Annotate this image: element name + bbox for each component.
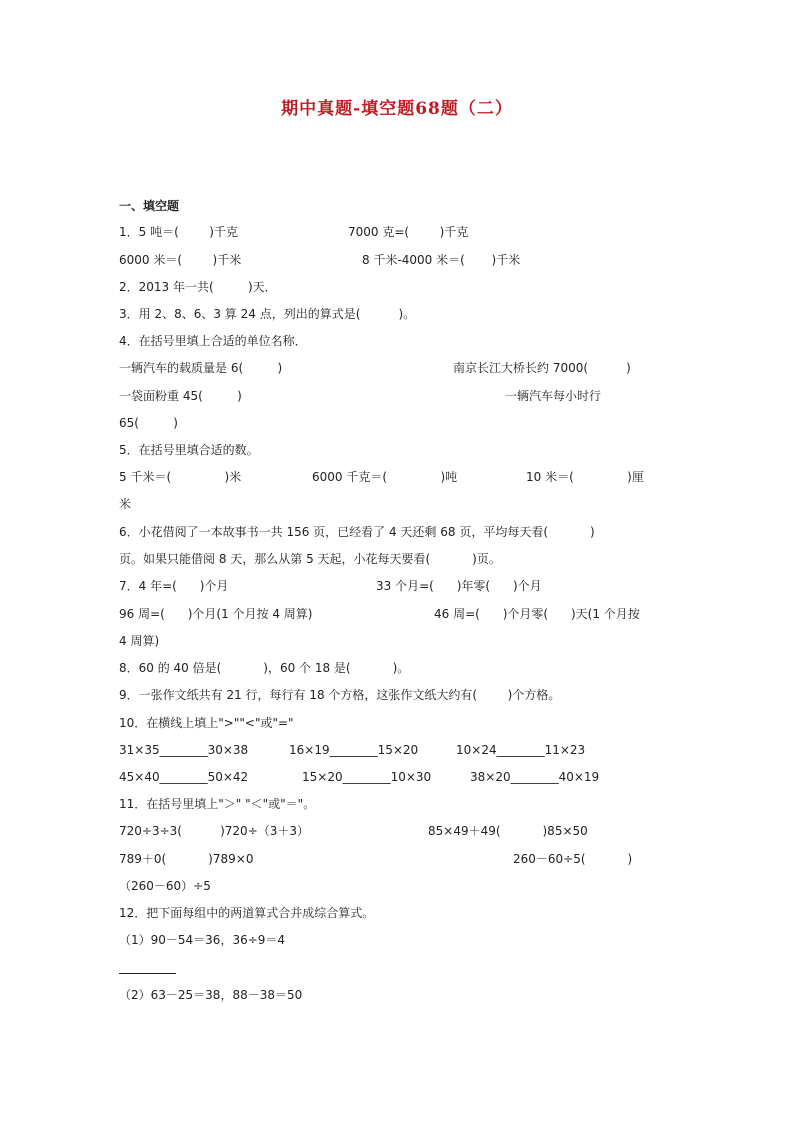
- question-line: 一辆汽车每小时行: [505, 389, 602, 403]
- question-line: 720÷3÷3( )720÷（3＋3）: [119, 824, 310, 838]
- question-line: （1）90－54＝36，36÷9＝4: [119, 933, 286, 947]
- question-line: 7000 克=( )千克: [348, 225, 469, 239]
- question-line: 10×24________11×23: [456, 743, 586, 757]
- question-line: 6000 千克＝( )吨: [312, 470, 458, 484]
- question-line: 12．把下面每组中的两道算式合并成综合算式。: [119, 906, 375, 920]
- question-line: 5 千米＝( )米: [119, 470, 242, 484]
- question-line: 46 周=( )个月零( )天(1 个月按: [434, 607, 640, 621]
- question-line: 260－60÷5( ): [513, 852, 633, 866]
- question-line: 一辆汽车的载质量是 6( ): [119, 361, 283, 375]
- question-line: 65( ): [119, 416, 178, 430]
- question-line: 96 周=( )个月(1 个月按 4 周算): [119, 607, 313, 621]
- question-line: 31×35________30×38: [119, 743, 249, 757]
- question-line: 10．在横线上填上">""<"或"=": [119, 716, 294, 730]
- question-line: 33 个月=( )年零( )个月: [376, 579, 542, 593]
- question-line: 6000 米＝( )千米: [119, 253, 242, 267]
- question-line: 789＋0( )789×0: [119, 852, 254, 866]
- question-line: 南京长江大桥长约 7000( ): [453, 361, 631, 375]
- question-line: 16×19________15×20: [289, 743, 419, 757]
- question-line: 1．5 吨＝( )千克: [119, 225, 238, 239]
- question-line: 2．2013 年一共( )天．: [119, 280, 277, 294]
- question-line: 3．用 2、8、6、3 算 24 点，列出的算式是( )。: [119, 307, 416, 321]
- question-line: 6．小花借阅了一本故事书一共 156 页，已经看了 4 天还剩 68 页，平均每天看( ): [119, 525, 595, 539]
- question-line: 85×49＋49( )85×50: [428, 824, 588, 838]
- question-line: 8 千米-4000 米＝( )千米: [362, 253, 521, 267]
- question-line: 15×20________10×30: [302, 770, 432, 784]
- question-line: 4．在括号里填上合适的单位名称．: [119, 334, 307, 348]
- question-line: 5．在括号里填合适的数。: [119, 443, 259, 457]
- question-line: 一袋面粉重 45( ): [119, 389, 242, 403]
- question-line: 9．一张作文纸共有 21 行，每行有 18 个方格，这张作文纸大约有( )个方格。: [119, 688, 561, 702]
- question-line: 7．4 年=( )个月: [119, 579, 229, 593]
- question-line: （260－60）÷5: [119, 879, 211, 893]
- page-title: 期中真题-填空题68题（二）: [281, 99, 513, 119]
- question-line: 11．在括号里填上"＞" "＜"或"＝"。: [119, 797, 316, 811]
- question-line: 10 米＝( )厘: [526, 470, 644, 484]
- question-line: 页。如果只能借阅 8 天，那么从第 5 天起，小花每天要看( )页。: [119, 552, 501, 566]
- question-line: 4 周算): [119, 634, 160, 648]
- answer-blank-line: [119, 973, 176, 974]
- question-line: 45×40________50×42: [119, 770, 249, 784]
- section-heading: 一、填空题: [119, 199, 180, 213]
- question-line: 8．60 的 40 倍是( )，60 个 18 是( )。: [119, 661, 410, 675]
- question-line: 38×20________40×19: [470, 770, 600, 784]
- question-line: 米: [119, 497, 132, 511]
- question-line: （2）63－25＝38，88－38＝50: [119, 988, 303, 1002]
